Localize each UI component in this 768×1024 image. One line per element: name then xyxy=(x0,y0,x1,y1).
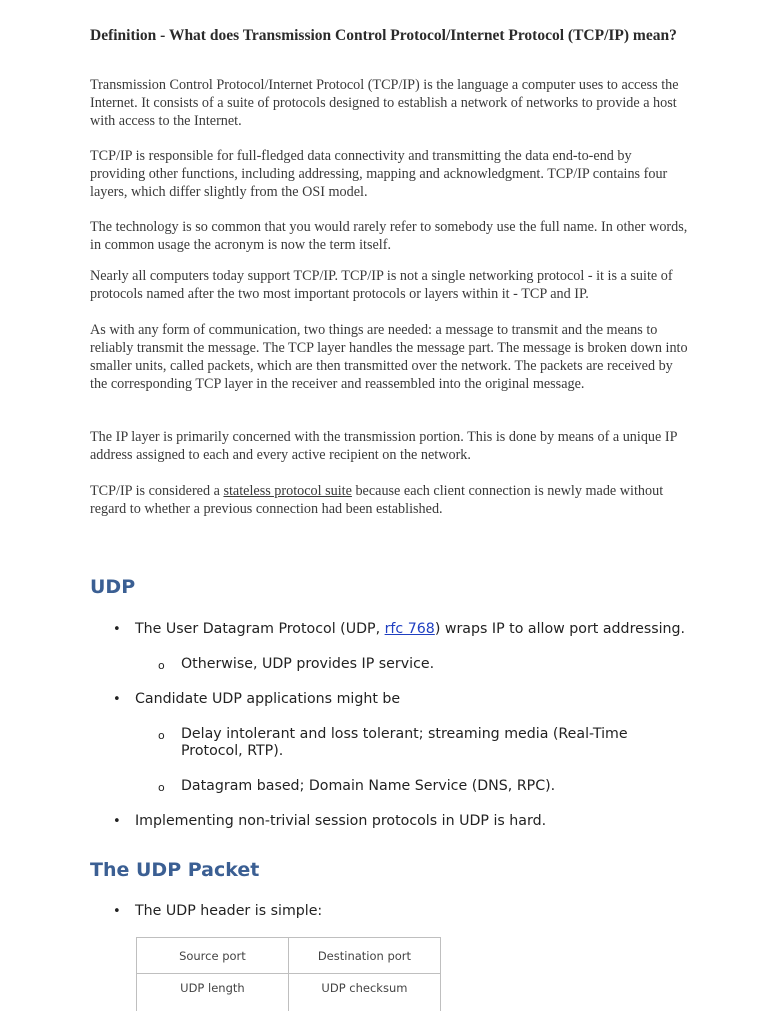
udp-header-table xyxy=(136,937,441,1011)
table-cell-udp-length: UDP length xyxy=(137,974,289,1012)
list-item xyxy=(158,778,681,795)
table-row xyxy=(137,938,441,974)
bullet-glyph: • xyxy=(113,692,121,707)
udp-bullet3-text: Implementing non-trivial session protocols in UDP is hard. xyxy=(135,813,547,829)
list-item xyxy=(158,726,651,760)
list-item xyxy=(113,813,695,830)
udp-bullet2-text: Candidate UDP applications might be xyxy=(135,691,401,707)
table-cell-destination-port: Destination port xyxy=(288,938,440,974)
udp-bullet1-text-before: The User Datagram Protocol (UDP, xyxy=(135,621,385,637)
table-cell-udp-checksum: UDP checksum xyxy=(288,974,440,1012)
paragraph-stateless xyxy=(90,482,690,518)
sub-bullet-glyph: o xyxy=(158,781,165,794)
paragraph-protocol-suite: Nearly all computers today support TCP/IP. TCP/IP is not a single networking protocol - it is a suite of protocols named after the two most important protocols or layers within it - TCP and IP. xyxy=(90,268,673,302)
stateless-text-after: because each client connection is newly made without regard to whether a previous connection had been established. xyxy=(90,483,664,517)
udp-sub1-text: Otherwise, UDP provides IP service. xyxy=(181,656,435,672)
list-item xyxy=(113,691,695,708)
sub-bullet-glyph: o xyxy=(158,659,165,672)
table-row xyxy=(137,974,441,1012)
paragraph-responsibility: TCP/IP is responsible for full-fledged data connectivity and transmitting the data end-to-end by providing other functions, including addressing, mapping and acknowledgment. TCP/IP contains four layers, which differ slightly from the OSI model. xyxy=(90,148,668,200)
paragraph-intro: Transmission Control Protocol/Internet Protocol (TCP/IP) is the language a computer uses to access the Internet. It consists of a suite of protocols designed to establish a network of networks to provide a host with access to the Internet. xyxy=(90,77,679,129)
udp-sub2a-text: Delay intolerant and loss tolerant; streaming media (Real-Time Protocol, RTP). xyxy=(181,726,628,759)
udp-heading: UDP xyxy=(90,576,136,598)
udp-bullet1-text-after: ) wraps IP to allow port addressing. xyxy=(434,621,686,637)
paragraph-common-usage: The technology is so common that you would rarely refer to somebody use the full name. In other words, in common usage the acronym is now the term itself. xyxy=(90,219,688,253)
stateless-protocol-link[interactable]: stateless protocol suite xyxy=(223,483,352,499)
stateless-text-before: TCP/IP is considered a xyxy=(90,483,224,499)
list-item xyxy=(158,656,681,673)
bullet-glyph: • xyxy=(113,904,121,919)
table-cell-source-port: Source port xyxy=(137,938,289,974)
paragraph-communication: As with any form of communication, two things are needed: a message to transmit and the means to reliably transmit the message. The TCP layer handles the message part. The message is broken down into smaller units, called packets, which are then transmitted over the network. The packets are received by the corresponding TCP layer in the receiver and reassembled into the original message. xyxy=(90,322,688,392)
list-item xyxy=(113,903,695,920)
list-item xyxy=(113,621,695,638)
paragraph-ip-layer: The IP layer is primarily concerned with the transmission portion. This is done by means of a unique IP address assigned to each and every active recipient on the network. xyxy=(90,429,677,463)
definition-title: Definition - What does Transmission Control Protocol/Internet Protocol (TCP/IP) mean? xyxy=(90,27,677,44)
bullet-glyph: • xyxy=(113,814,121,829)
udp-packet-heading: The UDP Packet xyxy=(90,859,260,881)
rfc-768-link[interactable]: rfc 768 xyxy=(384,621,435,637)
sub-bullet-glyph: o xyxy=(158,729,165,742)
bullet-glyph: • xyxy=(113,622,121,637)
packet-bullet1-text: The UDP header is simple: xyxy=(135,903,323,919)
udp-sub2b-text: Datagram based; Domain Name Service (DNS, RPC). xyxy=(181,778,556,794)
